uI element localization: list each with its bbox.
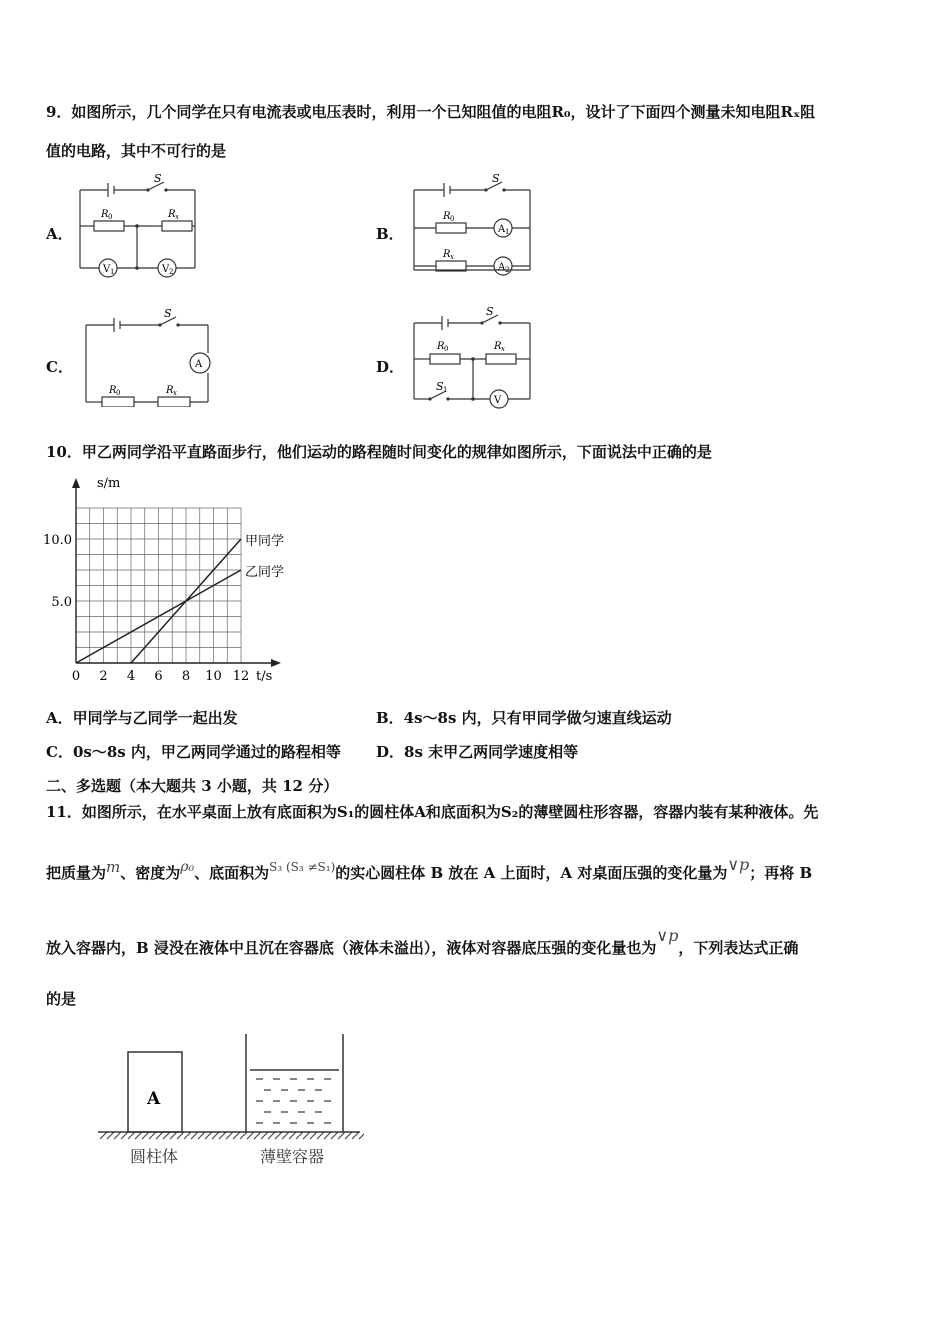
x-tick-label: 12 bbox=[232, 669, 250, 684]
hatch-mark bbox=[261, 1132, 268, 1139]
r0-sub: 0 bbox=[450, 215, 455, 223]
mass-symbol: m bbox=[106, 858, 121, 876]
hatch-mark bbox=[345, 1132, 352, 1139]
q11-l2b: 、密度为 bbox=[120, 864, 181, 882]
rx-sub: x bbox=[173, 389, 177, 397]
x-tick-label: 6 bbox=[154, 669, 163, 684]
switch-1-sub: 1 bbox=[443, 386, 448, 394]
hatch-mark bbox=[128, 1132, 135, 1139]
rx-label: R bbox=[166, 385, 174, 396]
q11-l3a: 放入容器内，B 浸没在液体中且沉在容器底（液体未溢出），液体对容器底压强的变化量也为 bbox=[46, 939, 657, 957]
x-tick-label: 2 bbox=[99, 669, 108, 684]
pressure-change-symbol-2: ∨p bbox=[656, 926, 679, 945]
hatch-mark bbox=[331, 1132, 338, 1139]
q11-l2c: 、底面积为 bbox=[194, 864, 270, 882]
q9-option-a-label: A． bbox=[46, 225, 73, 243]
ammeter-2-sub: 2 bbox=[505, 266, 510, 274]
q11-l2e: ；再将 B bbox=[749, 864, 813, 882]
switch-label: S bbox=[486, 305, 494, 318]
rx-label: R bbox=[168, 209, 176, 220]
hatch-mark bbox=[226, 1132, 233, 1139]
hatch-mark bbox=[359, 1132, 364, 1139]
r0-sub: 0 bbox=[116, 389, 121, 397]
hatch-mark bbox=[135, 1132, 142, 1139]
hatch-mark bbox=[289, 1132, 296, 1139]
rx-sub: x bbox=[175, 213, 179, 221]
cylinder-a-letter: A bbox=[147, 1089, 161, 1109]
hatch-mark bbox=[219, 1132, 226, 1139]
switch-label: S bbox=[164, 307, 172, 320]
circuit-c-diagram bbox=[76, 305, 216, 407]
hatch-mark bbox=[191, 1132, 198, 1139]
q11-line2 bbox=[46, 855, 813, 883]
x-axis-arrow bbox=[271, 659, 281, 667]
circuit-a-diagram bbox=[70, 172, 205, 280]
hatch-mark bbox=[163, 1132, 170, 1139]
circuit-b-diagram bbox=[406, 172, 541, 280]
switch-label: S bbox=[492, 172, 500, 185]
hatch-mark bbox=[282, 1132, 289, 1139]
hatch-mark bbox=[121, 1132, 128, 1139]
switch-1-label: S bbox=[436, 380, 444, 393]
hatch-mark bbox=[184, 1132, 191, 1139]
hatch-mark bbox=[352, 1132, 359, 1139]
y-tick-label: 5.0 bbox=[51, 595, 72, 610]
voltmeter-2-label: V bbox=[162, 264, 170, 275]
voltmeter-2-sub: 2 bbox=[169, 268, 174, 276]
q9-stem-line2: 值的电路，其中不可行的是 bbox=[46, 142, 227, 160]
q10-option-d: D．8s 末甲乙两同学速度相等 bbox=[376, 743, 579, 761]
q10-stem: 10．甲乙两同学沿平直路面步行，他们运动的路程随时间变化的规律如图所示，下面说法中正确的是 bbox=[46, 443, 712, 461]
q10-option-c: C．0s～8s 内，甲乙两同学通过的路程相等 bbox=[46, 743, 341, 761]
y-axis-arrow bbox=[72, 478, 80, 488]
hatch-mark bbox=[142, 1132, 149, 1139]
hatch-mark bbox=[338, 1132, 345, 1139]
hatch-mark bbox=[212, 1132, 219, 1139]
rx-sub: x bbox=[450, 253, 454, 261]
chart-x-axis-label: t/s bbox=[256, 669, 273, 684]
q9-option-d-label: D． bbox=[376, 358, 405, 376]
voltmeter-label: V bbox=[494, 395, 502, 406]
q11-l3b: ，下列表达式正确 bbox=[678, 939, 799, 957]
area-s3-expression: S₃ (S₃ ≠S₁) bbox=[269, 860, 336, 874]
series-label-2: 乙同学 bbox=[245, 565, 285, 580]
hatch-mark bbox=[324, 1132, 331, 1139]
distance-time-chart bbox=[30, 470, 320, 692]
q9-option-c-label: C． bbox=[46, 358, 73, 376]
hatch-mark bbox=[170, 1132, 177, 1139]
cylinder-container-figure bbox=[94, 1028, 364, 1173]
hatch-mark bbox=[275, 1132, 282, 1139]
r0-sub: 0 bbox=[108, 213, 113, 221]
hatch-mark bbox=[114, 1132, 121, 1139]
rx-sub: x bbox=[501, 345, 505, 353]
circuit-d-diagram bbox=[406, 303, 541, 411]
ammeter-1-label: A bbox=[498, 224, 506, 235]
hatch-mark bbox=[247, 1132, 254, 1139]
liquid-dashes bbox=[256, 1079, 331, 1123]
r0-label: R bbox=[443, 211, 451, 222]
rx-label: R bbox=[443, 249, 451, 260]
q9-option-b-label: B． bbox=[376, 225, 404, 243]
hatch-mark bbox=[177, 1132, 184, 1139]
q11-line3 bbox=[46, 926, 799, 958]
chart-series bbox=[76, 534, 284, 663]
x-tick-label: 10 bbox=[205, 669, 222, 684]
x-tick-label: 8 bbox=[181, 669, 191, 684]
ammeter-label: A bbox=[195, 359, 203, 370]
r0-label: R bbox=[437, 341, 445, 352]
hatch-mark bbox=[198, 1132, 205, 1139]
q11-l2d: 的实心圆柱体 B 放在 A 上面时，A 对桌面压强的变化量为 bbox=[335, 864, 728, 882]
x-tick-label: 0 bbox=[71, 669, 81, 684]
y-tick-label: 10.0 bbox=[43, 533, 72, 548]
series-label-1: 甲同学 bbox=[245, 534, 285, 549]
r0-label: R bbox=[101, 209, 109, 220]
x-tick-label: 4 bbox=[126, 669, 136, 684]
chart-y-axis-label: s/m bbox=[97, 476, 121, 491]
voltmeter-1-sub: 1 bbox=[110, 268, 115, 276]
switch-label: S bbox=[154, 172, 162, 185]
hatch-mark bbox=[254, 1132, 261, 1139]
hatch-mark bbox=[310, 1132, 317, 1139]
density-symbol: ρ₀ bbox=[180, 859, 195, 875]
hatch-mark bbox=[100, 1132, 107, 1139]
rx-label: R bbox=[494, 341, 502, 352]
hatch-mark bbox=[303, 1132, 310, 1139]
voltmeter-1-label: V bbox=[103, 264, 111, 275]
chart-grid bbox=[76, 508, 241, 663]
hatch-mark bbox=[156, 1132, 163, 1139]
q11-line1: 11．如图所示，在水平桌面上放有底面积为S₁的圆柱体A和底面积为S₂的薄壁圆柱形容器，容器内装有某种液体。先 bbox=[46, 803, 819, 821]
q10-option-b: B．4s～8s 内，只有甲同学做匀速直线运动 bbox=[376, 709, 672, 727]
hatch-mark bbox=[268, 1132, 275, 1139]
container-caption: 薄壁容器 bbox=[260, 1147, 325, 1166]
pressure-change-symbol: ∨p bbox=[727, 855, 750, 874]
hatch-mark bbox=[296, 1132, 303, 1139]
hatch-mark bbox=[107, 1132, 114, 1139]
q9-stem-line1: 9．如图所示，几个同学在只有电流表或电压表时，利用一个已知阻值的电阻R₀，设计了下面四个测量未知电阻Rₓ阻 bbox=[46, 103, 816, 121]
q11-l2a: 把质量为 bbox=[46, 864, 107, 882]
hatch-mark bbox=[240, 1132, 247, 1139]
hatch-mark bbox=[149, 1132, 156, 1139]
q11-line4: 的是 bbox=[46, 990, 77, 1008]
r0-sub: 0 bbox=[444, 345, 449, 353]
q10-option-a: A．甲同学与乙同学一起出发 bbox=[46, 709, 238, 727]
ground-hatch bbox=[100, 1132, 364, 1139]
chart-ticks bbox=[43, 533, 249, 684]
hatch-mark bbox=[233, 1132, 240, 1139]
cylinder-caption: 圆柱体 bbox=[130, 1147, 179, 1166]
hatch-mark bbox=[205, 1132, 212, 1139]
section-2-title: 二、多选题（本大题共 3 小题，共 12 分） bbox=[46, 777, 339, 795]
ammeter-1-sub: 1 bbox=[505, 228, 510, 236]
r0-label: R bbox=[109, 385, 117, 396]
ammeter-2-label: A bbox=[498, 262, 506, 273]
hatch-mark bbox=[317, 1132, 324, 1139]
